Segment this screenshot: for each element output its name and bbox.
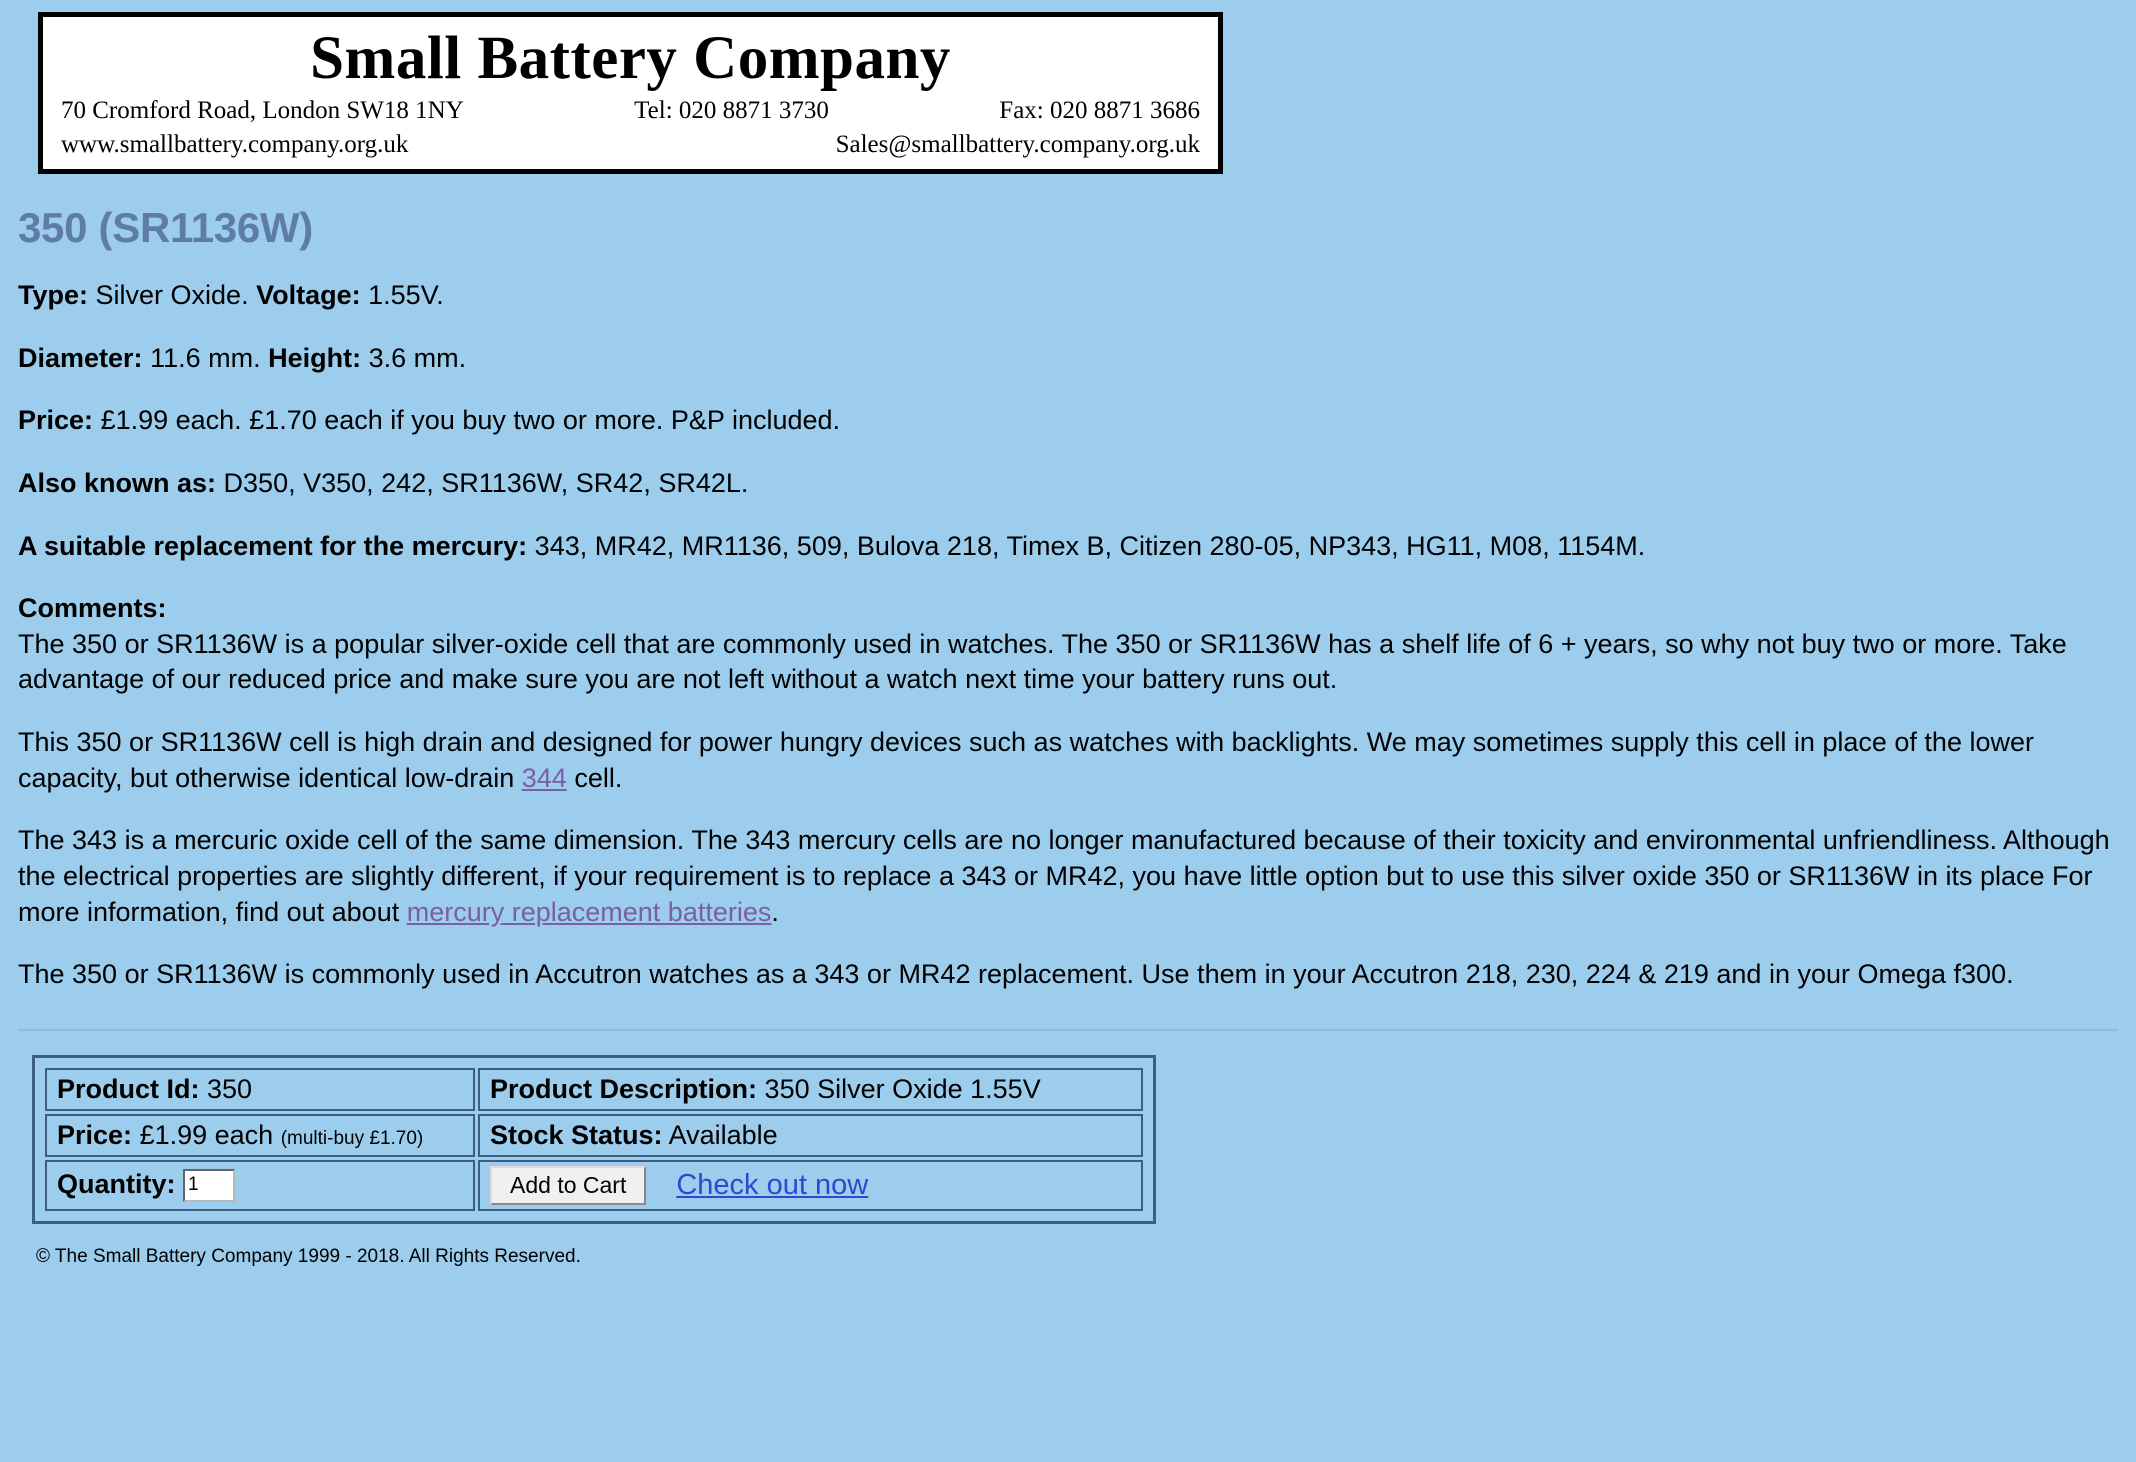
paragraph-2-text-after: cell. bbox=[566, 762, 623, 793]
spec-price bbox=[18, 403, 2118, 439]
comments-paragraph-1: The 350 or SR1136W is a popular silver-oxide cell that are commonly used in watches. The 350 or SR1136W has a shelf life of 6 + years, so why not buy two or more. Take advantage of our reduced price and make sure you are not left without a watch next time your battery runs out. bbox=[18, 628, 2067, 695]
comments-paragraph-4: The 350 or SR1136W is commonly used in Accutron watches as a 343 or MR42 replacement. Use them in your Accutron 218, 230, 224 & 219 and in your Omega f300. bbox=[18, 959, 2014, 990]
letterhead-contact-row bbox=[53, 97, 1208, 125]
spec-diameter-label: Diameter: bbox=[18, 342, 143, 373]
company-email: Sales@smallbattery.company.org.uk bbox=[835, 131, 1200, 159]
comments-paragraph-2 bbox=[18, 725, 2113, 796]
spec-replacement-value: 343, MR42, MR1136, 509, Bulova 218, Timex B, Citizen 280-05, NP343, HG11, M08, 1154M. bbox=[534, 530, 1646, 561]
order-panel bbox=[32, 1055, 1156, 1224]
spec-also-known-label: Also known as: bbox=[18, 467, 217, 498]
cell-product-id bbox=[45, 1068, 475, 1111]
page-root bbox=[0, 12, 2136, 1268]
add-to-cart-button[interactable]: Add to Cart bbox=[490, 1166, 646, 1205]
spec-type-voltage bbox=[18, 278, 2118, 314]
spec-height-label: Height: bbox=[268, 342, 362, 373]
cell-stock-status bbox=[478, 1114, 1143, 1157]
spec-voltage-label: Voltage: bbox=[256, 280, 361, 311]
table-row-quantity bbox=[45, 1160, 1143, 1211]
spec-type-label: Type: bbox=[18, 280, 89, 311]
order-price-label: Price: bbox=[57, 1119, 133, 1150]
quantity-input[interactable] bbox=[183, 1169, 235, 1202]
order-price-note: (multi-buy £1.70) bbox=[280, 1127, 424, 1149]
product-description-label: Product Description: bbox=[490, 1073, 758, 1104]
quantity-label: Quantity: bbox=[57, 1168, 176, 1199]
company-address: 70 Cromford Road, London SW18 1NY bbox=[61, 97, 464, 125]
spec-replacement-label: A suitable replacement for the mercury: bbox=[18, 530, 528, 561]
company-fax: Fax: 020 8871 3686 bbox=[999, 97, 1200, 125]
spec-height-value: 3.6 mm. bbox=[368, 342, 467, 373]
paragraph-3-text-after: . bbox=[771, 896, 779, 927]
spec-also-known-as bbox=[18, 466, 2118, 502]
comments-heading: Comments: bbox=[18, 593, 167, 624]
order-table bbox=[42, 1065, 1146, 1214]
cell-product-description bbox=[478, 1068, 1143, 1111]
spec-also-known-value: D350, V350, 242, SR1136W, SR42, SR42L. bbox=[223, 467, 749, 498]
company-website: www.smallbattery.company.org.uk bbox=[61, 131, 409, 159]
spec-mercury-replacement bbox=[18, 529, 2118, 565]
page-title: 350 (SR1136W) bbox=[18, 204, 313, 252]
spec-voltage-value: 1.55V. bbox=[368, 280, 444, 311]
company-telephone: Tel: 020 8871 3730 bbox=[634, 97, 829, 125]
cell-quantity bbox=[45, 1160, 475, 1211]
order-price-value: £1.99 each bbox=[139, 1119, 274, 1150]
footer-copyright: © The Small Battery Company 1999 - 2018. All Rights Reserved. bbox=[36, 1245, 581, 1267]
check-out-now-link[interactable]: Check out now bbox=[676, 1168, 869, 1201]
letterhead-web-row bbox=[53, 131, 1208, 159]
paragraph-3-text-before: The 343 is a mercuric oxide cell of the same dimension. The 343 mercury cells are no longer manufactured because of their toxicity and environmental unfriendliness. Although the electrical properties are slightly different, if your requirement is to replace a 343 or MR42, you have little option but to use this silver oxide 350 or SR1136W in its place For more information, find out about bbox=[18, 825, 2110, 927]
spec-type-value: Silver Oxide. bbox=[95, 280, 249, 311]
cell-cart-actions bbox=[478, 1160, 1143, 1211]
spec-dimensions bbox=[18, 341, 2118, 377]
spec-price-value: £1.99 each. £1.70 each if you buy two or more. P&P included. bbox=[100, 405, 841, 436]
comments-paragraph-3 bbox=[18, 823, 2113, 930]
company-name: Small Battery Company bbox=[310, 25, 951, 92]
status-badge: Available bbox=[668, 1119, 778, 1150]
section-divider bbox=[18, 1029, 2118, 1031]
table-row-price bbox=[45, 1114, 1143, 1157]
link-mercury-replacement-batteries[interactable]: mercury replacement batteries bbox=[406, 896, 772, 927]
spec-diameter-value: 11.6 mm. bbox=[150, 342, 261, 373]
product-id-value: 350 bbox=[207, 1073, 253, 1104]
cell-price bbox=[45, 1114, 475, 1157]
table-row-product-id bbox=[45, 1068, 1143, 1111]
product-id-label: Product Id: bbox=[57, 1073, 200, 1104]
comments-section bbox=[18, 591, 2118, 698]
paragraph-2-text-before: This 350 or SR1136W cell is high drain and designed for power hungry devices such as watches with backlights. We may sometimes supply this cell in place of the lower capacity, but otherwise identical low-drain bbox=[18, 727, 2034, 793]
cart-actions-group bbox=[490, 1166, 1131, 1205]
product-description-value: 350 Silver Oxide 1.55V bbox=[764, 1073, 1041, 1104]
link-344-cell[interactable]: 344 bbox=[521, 762, 567, 793]
stock-status-label: Stock Status: bbox=[490, 1119, 663, 1150]
spec-price-label: Price: bbox=[18, 405, 94, 436]
company-letterhead bbox=[38, 12, 1223, 174]
